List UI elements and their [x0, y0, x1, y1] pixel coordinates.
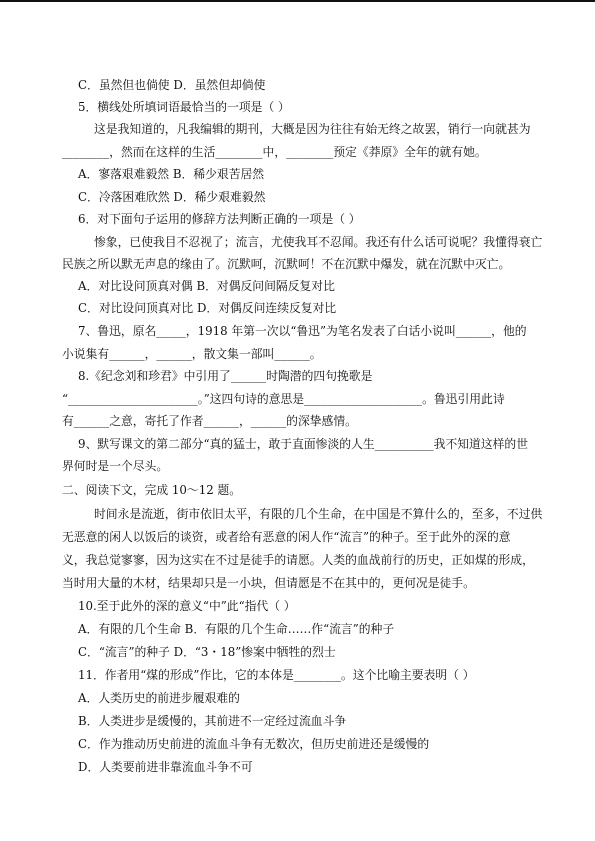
question-6-options-cd: C．对比设问顶真对比 D．对偶反问连续反复对比: [78, 301, 337, 315]
reading-passage-line-4: 当时用大量的木材，结果却只是一小块，但请愿是不在其中的，更何况是徒手。: [62, 576, 475, 590]
question-6-passage-line-2: 民族之所以默无声息的缘由了。沉默呵，沉默呵！不在沉默中爆发，就在沉默中灭亡。: [62, 257, 511, 271]
question-8-line-1: 8.《纪念刘和珍君》中引用了______时陶潜的四句挽歌是: [78, 369, 373, 383]
question-11-option-c: C．作为推动历史前进的流血斗争有无数次，但历史前进还是缓慢的: [78, 737, 430, 751]
question-11-option-b: B．人类进步是缓慢的，其前进不一定经过流血斗争: [78, 714, 347, 728]
question-11-option-a: A．人类历史的前进步履艰难的: [78, 691, 240, 705]
question-7-line-1: 7、鲁迅，原名_____，1918 年第一次以“鲁迅”为笔名发表了白话小说叫______，他的: [78, 324, 527, 338]
question-6-passage-line-1: 惨象，已使我目不忍视了；流言，尤使我耳不忍闻。我还有什么话可说呢？我懂得衰亡: [94, 235, 543, 249]
question-5-passage-line-1: 这是我知道的，凡我编辑的期刊，大概是因为往往有始无终之故罢，销行一向就甚为: [94, 122, 531, 136]
reading-passage-line-3: 义，我总觉寥寥，因为这实在不过是徒手的请愿。人类的血战前行的历史，正如煤的形成，: [62, 553, 534, 567]
question-5-passage-line-2: ________，然而在这样的生活________中，________预定《莽原》全年的就有她。: [62, 145, 487, 159]
question-7-line-2: 小说集有______，______，散文集一部叫______。: [62, 347, 322, 361]
question-8-line-2: “______________________。”这四句诗的意思是____________________。鲁迅引用此诗: [62, 392, 505, 406]
question-9-line-2: 界何时是一个尽头。: [62, 459, 169, 473]
question-6-options-ab: A．对比设问顶真对偶 B．对偶反问间隔反复对比: [78, 279, 335, 293]
question-4-options-cd: C．虽然但也倘使 D．虽然但却倘使: [78, 78, 266, 92]
question-11-stem: 11．作者用“煤的形成”作比，它的本体是________。这个比喻主要表明（ ）: [78, 668, 475, 682]
question-5-options-cd: C．冷落困难欣然 D．稀少艰难毅然: [78, 190, 266, 204]
question-5-options-ab: A．寥落艰难毅然 B．稀少艰苦居然: [78, 167, 265, 181]
section-2-heading: 二、阅读下文，完成 10～12 题。: [62, 483, 242, 497]
question-8-line-3: 有______之意，寄托了作者______，______的深挚感情。: [62, 414, 357, 428]
question-5-stem: 5．横线处所填词语最恰当的一项是（ ）: [78, 100, 290, 114]
reading-passage-line-1: 时间永是流逝，街市依旧太平，有限的几个生命，在中国是不算什么的，至多，不过供: [94, 507, 543, 521]
question-9-line-1: 9、默写课文的第二部分“真的猛士，敢于直面惨淡的人生__________我不知道这样的世: [78, 437, 529, 451]
question-10-options-ab: A．有限的几个生命 B．有限的几个生命……作“流言”的种子: [78, 622, 395, 636]
question-6-stem: 6．对下面句子运用的修辞方法判断正确的一项是（ ）: [78, 212, 361, 226]
question-10-options-cd: C．“流言”的种子 D．“3・18”惨案中牺牲的烈士: [78, 645, 336, 659]
reading-passage-line-2: 无恶意的闲人以饭后的谈资，或者给有恶意的闲人作“流言”的种子。至于此外的深的意: [62, 530, 511, 544]
question-10-stem: 10.至于此外的深的意义“中”此“指代（ ）: [78, 599, 296, 613]
question-11-option-d: D．人类要前进非靠流血斗争不可: [78, 760, 253, 774]
